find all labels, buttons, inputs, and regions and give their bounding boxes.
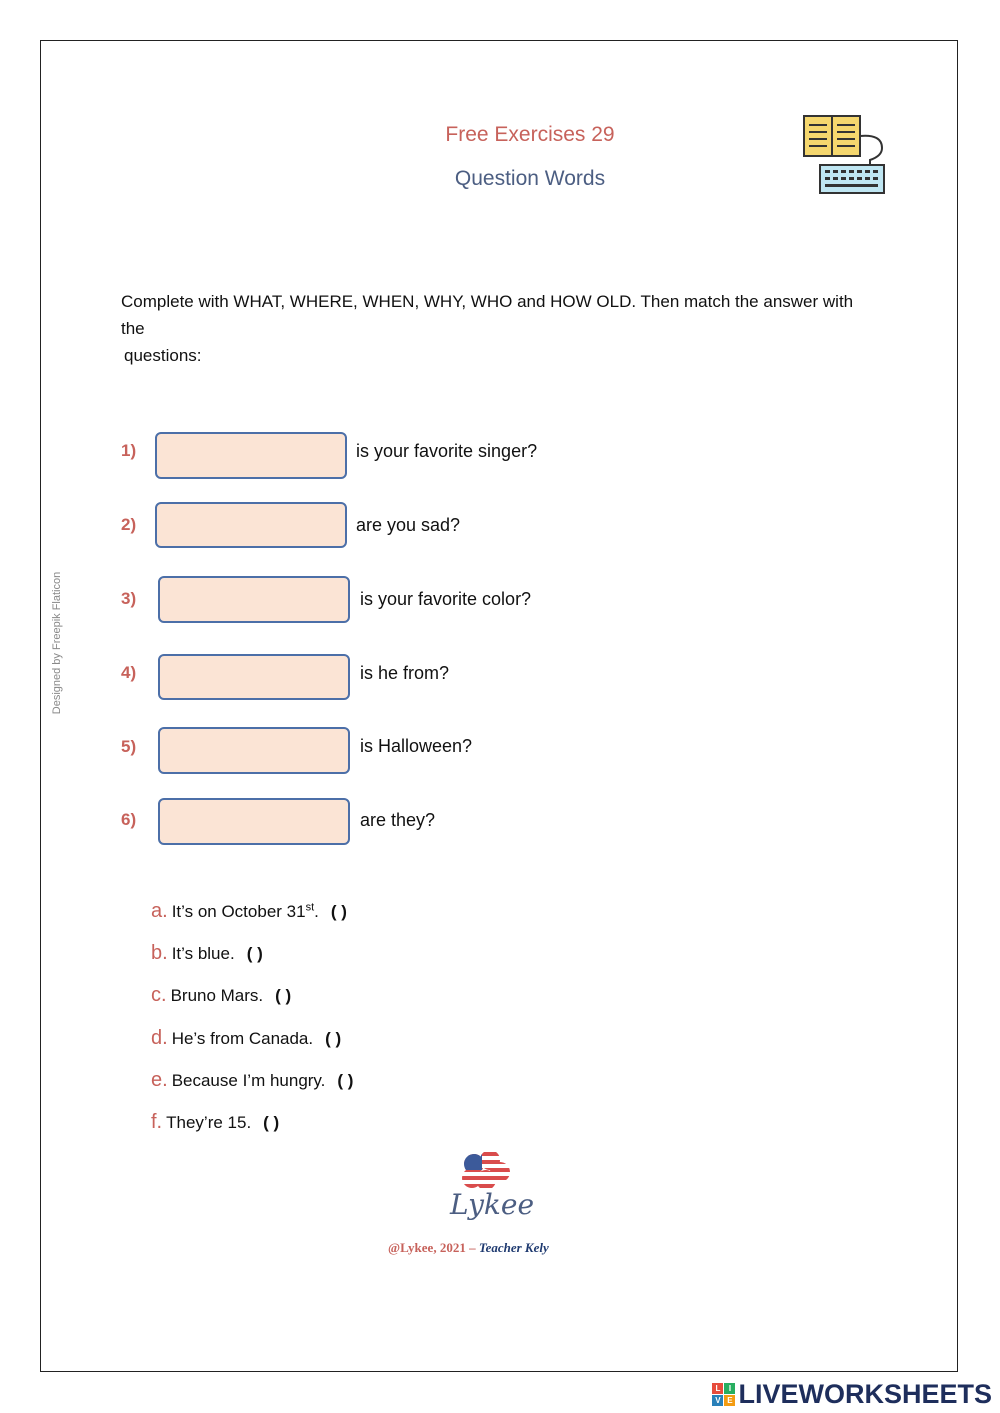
question-number: 1) — [121, 441, 137, 460]
instructions-line-1: Complete with WHAT, WHERE, WHEN, WHY, WHO and HOW OLD. Then match the answer with the — [121, 292, 854, 338]
answer-superscript: st — [305, 901, 315, 914]
answer-item-c — [151, 984, 291, 1007]
answer-item-d — [151, 1027, 341, 1050]
question-text: are you sad? — [356, 515, 461, 535]
match-slot[interactable]: ( ) — [246, 944, 263, 963]
side-credit: Designed by Freepik Flaticon — [51, 571, 63, 715]
liveworksheets-wordmark: LIVEWORKSHEETS — [738, 1378, 992, 1409]
liveworksheets-badge-icon — [712, 1383, 735, 1406]
instructions — [121, 288, 881, 369]
match-slot[interactable]: ( ) — [263, 1113, 280, 1132]
answer-letter: b. — [151, 942, 168, 964]
badge-letter: L — [712, 1383, 723, 1394]
footer-copyright: @Lykee, 2021 – — [388, 1240, 476, 1255]
badge-letter: E — [724, 1395, 735, 1406]
question-text: is your favorite singer? — [356, 441, 538, 461]
answer-input-5[interactable] — [158, 727, 350, 774]
match-slot[interactable]: ( ) — [330, 902, 347, 921]
answer-text: It’s blue. — [171, 944, 235, 963]
answer-text: It’s on October 31 — [171, 902, 306, 921]
worksheet-title: Free Exercises 29 — [445, 123, 615, 146]
footer-author: Teacher Kely — [478, 1240, 549, 1255]
answer-text: He’s from Canada. — [171, 1029, 314, 1048]
badge-letter: I — [724, 1383, 735, 1394]
footer-credit — [388, 1240, 549, 1256]
answer-letter: a. — [151, 900, 168, 922]
answer-item-b — [151, 942, 263, 965]
book-keyboard-icon — [800, 110, 890, 200]
answer-suffix: . — [314, 902, 319, 921]
question-number: 5) — [121, 737, 137, 756]
match-slot[interactable]: ( ) — [325, 1029, 342, 1048]
answer-input-1[interactable] — [155, 432, 347, 479]
answer-letter: d. — [151, 1027, 168, 1049]
answer-letter: f. — [151, 1111, 163, 1133]
answer-input-4[interactable] — [158, 654, 350, 700]
question-text: are they? — [360, 810, 436, 830]
answer-text: They’re 15. — [166, 1113, 252, 1132]
answer-input-3[interactable] — [158, 576, 350, 623]
answer-item-e — [151, 1069, 353, 1092]
answer-text: Bruno Mars. — [170, 986, 264, 1005]
badge-letter: V — [712, 1395, 723, 1406]
instructions-line-2: questions: — [124, 346, 202, 365]
question-number: 6) — [121, 810, 137, 829]
question-number: 3) — [121, 589, 137, 608]
question-text: is your favorite color? — [360, 589, 532, 609]
worksheet-subtitle: Question Words — [454, 167, 606, 190]
answer-letter: c. — [151, 984, 167, 1006]
question-number: 2) — [121, 515, 137, 534]
match-slot[interactable]: ( ) — [337, 1071, 354, 1090]
answer-item-a — [151, 900, 347, 923]
answer-input-2[interactable] — [155, 502, 347, 548]
flower-flag-icon — [460, 1150, 512, 1192]
question-text: is Halloween? — [360, 736, 473, 756]
answer-letter: e. — [151, 1069, 168, 1091]
liveworksheets-watermark[interactable] — [712, 1379, 992, 1409]
logo-wordmark: Lykee — [450, 1188, 535, 1221]
answer-input-6[interactable] — [158, 798, 350, 845]
question-number: 4) — [121, 663, 137, 682]
match-slot[interactable]: ( ) — [275, 986, 292, 1005]
answer-text: Because I’m hungry. — [171, 1071, 326, 1090]
answer-item-f — [151, 1111, 279, 1134]
question-text: is he from? — [360, 663, 450, 683]
